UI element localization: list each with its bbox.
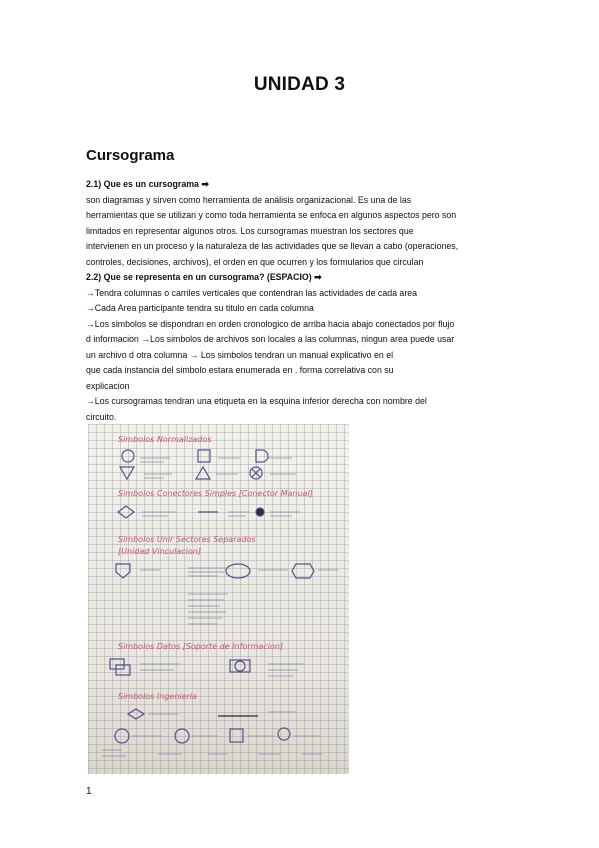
document-stack-icon	[116, 665, 130, 675]
section-heading: Cursograma	[86, 147, 175, 164]
storage-circle-icon	[235, 661, 245, 671]
ellipse-symbol-icon	[226, 564, 250, 578]
answer-2-line: d informacion →Los simbolos de archivos son locales a las columnas, ningun area puede usar	[86, 334, 455, 344]
delay-symbol-icon	[256, 450, 268, 462]
cross-mark-icon	[252, 469, 260, 477]
pentagon-connector-icon	[116, 564, 130, 578]
archive-triangle-icon	[120, 467, 134, 479]
square-symbol-icon	[198, 450, 210, 462]
question-2-block	[86, 270, 516, 425]
hexagon-symbol-icon	[292, 564, 314, 578]
answer-1-line: controles, decisiones, archivos), el orden en que ocurren y los formularios que circulan	[86, 256, 424, 267]
answer-2-line: circuito.	[86, 411, 117, 422]
answer-1-line: herramientas que se utilizan y como toda herramienta se enfoca en algunos aspectos pero son	[86, 210, 457, 220]
diamond-symbol-icon	[118, 506, 134, 518]
photo-heading: Simbolos Ingenieria	[118, 692, 197, 701]
engineering-circle-3-icon	[278, 728, 290, 740]
engineering-circle-2-icon	[175, 729, 189, 743]
answer-2-line: →Cada Area participante tendra su titulo en cada columna	[86, 303, 314, 313]
answer-2-line: →Tendra columnas o carriles verticales que contendran las actividades de cada area	[86, 287, 418, 298]
engineering-circle-icon	[115, 729, 129, 743]
circle-symbol-icon	[122, 450, 134, 462]
handwritten-notes-photo	[88, 424, 349, 774]
photo-heading: Simbolos Conectores Simples [Conector Manual]	[118, 489, 313, 498]
answer-2-line: que cada instancia del simbolo estara enumerada en . forma correlativa con su	[86, 365, 394, 375]
answer-2-line: →Los cursogramas tendran una etiqueta en la esquina inferior derecha con nombre del	[86, 396, 427, 406]
storage-symbol-icon	[230, 660, 250, 672]
question-2: 2.2) Que se representa en un cursograma? (ESPACIO) ➡	[86, 272, 322, 282]
question-1: 2.1) Que es un cursograma ➡	[86, 179, 209, 189]
photo-heading: Simbolos Datos [Soporte de Informacion]	[118, 642, 284, 651]
dot-connector-icon	[256, 508, 264, 516]
photo-heading: Simbolos Normalizados	[118, 435, 212, 444]
photo-heading: Simbolos Unir Sectores Separados	[118, 535, 256, 544]
answer-2-line: →Los simbolos se dispondran en orden cronologico de arriba hacia abajo conectados por flujo	[86, 318, 455, 329]
handwriting-scribbles	[102, 458, 338, 756]
answer-1-line: limitados en representar algunos otros. Los cursogramas muestran los sectores que	[86, 225, 414, 236]
answer-1-line: son diagramas y sirven como herramienta de análisis organizacional. Es una de las	[86, 194, 412, 205]
document-symbol-icon	[110, 659, 124, 669]
notes-drawing	[88, 424, 349, 774]
answer-2-line: explicacion	[86, 380, 130, 391]
triangle-symbol-icon	[196, 467, 210, 479]
question-1-block	[86, 177, 516, 270]
engineering-diamond-icon	[128, 709, 144, 719]
engineering-square-icon	[230, 729, 243, 742]
page-title: UNIDAD 3	[253, 74, 346, 95]
page-number: 1	[86, 786, 92, 797]
answer-1-line: intervienen en un proceso y la naturaleza de las actividades que se llevan a cabo (operaciones,	[86, 241, 459, 251]
photo-heading: [Unidad Vinculacion]	[118, 547, 201, 556]
answer-2-line: un archivo d otra columna → Los simbolos tendran un manual explicativo en el	[86, 349, 394, 360]
